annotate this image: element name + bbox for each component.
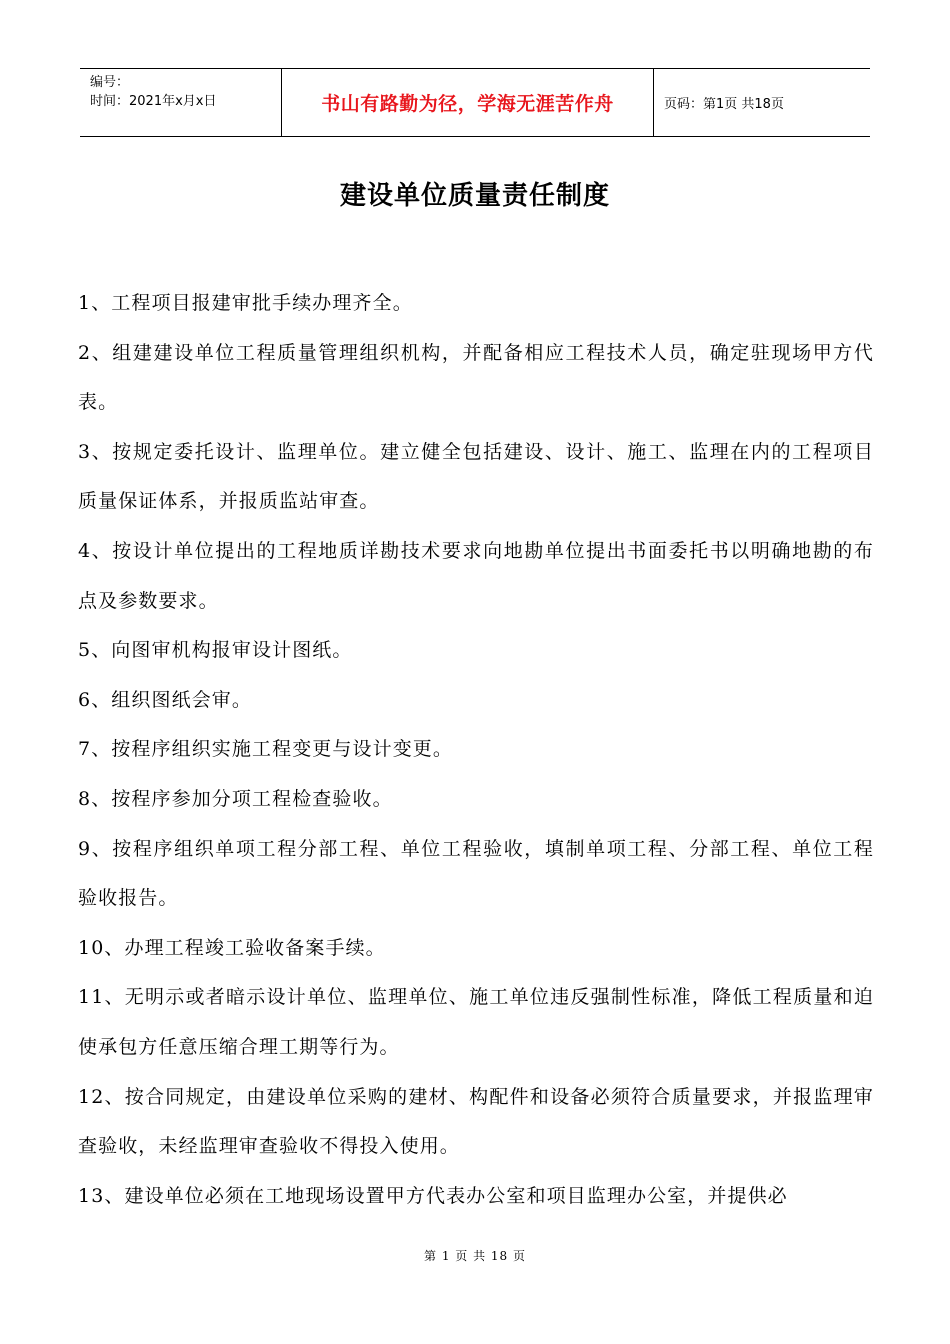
paragraph: 5、向图审机构报审设计图纸。	[78, 639, 353, 662]
document-number-label: 编号：	[90, 75, 130, 90]
footer-page-number: 第 1 页 共 18 页	[424, 1249, 526, 1263]
paragraph: 4、按设计单位提出的工程地质详勘技术要求向地勘单位提出书面委托书以明确地勘的布点及参数要求。	[78, 539, 874, 612]
document-time-label: 时间：2021年x月x日	[90, 94, 217, 109]
header-table	[80, 68, 870, 137]
header-page-number: 页码：第1页 共18页	[664, 97, 784, 112]
paragraph: 9、按程序组织单项工程分部工程、单位工程验收，填制单项工程、分部工程、单位工程验收报告。	[78, 837, 874, 910]
paragraph: 3、按规定委托设计、监理单位。建立健全包括建设、设计、施工、监理在内的工程项目质量保证体系，并报质监站审查。	[78, 440, 874, 513]
paragraph: 8、按程序参加分项工程检查验收。	[78, 787, 393, 810]
paragraph: 7、按程序组织实施工程变更与设计变更。	[78, 738, 453, 761]
paragraph: 13、建设单位必须在工地现场设置甲方代表办公室和项目监理办公室，并提供必	[78, 1184, 788, 1207]
header-meta-cell	[80, 69, 282, 136]
paragraph: 2、组建建设单位工程质量管理组织机构，并配备相应工程技术人员，确定驻现场甲方代表。	[78, 341, 874, 414]
paragraph: 6、组织图纸会审。	[78, 688, 252, 711]
paragraph: 12、按合同规定，由建设单位采购的建材、构配件和设备必须符合质量要求，并报监理审查验收，未经监理审查验收不得投入使用。	[78, 1085, 874, 1158]
paragraph: 1、工程项目报建审批手续办理齐全。	[78, 292, 413, 314]
header-motto: 书山有路勤为径，学海无涯苦作舟	[282, 69, 654, 136]
document-body	[78, 279, 874, 1221]
paragraph: 10、办理工程竣工验收备案手续。	[78, 936, 386, 959]
document-title: 建设单位质量责任制度	[339, 181, 610, 211]
paragraph: 11、无明示或者暗示设计单位、监理单位、施工单位违反强制性标准，降低工程质量和迫使承包方任意压缩合理工期等行为。	[78, 986, 874, 1058]
